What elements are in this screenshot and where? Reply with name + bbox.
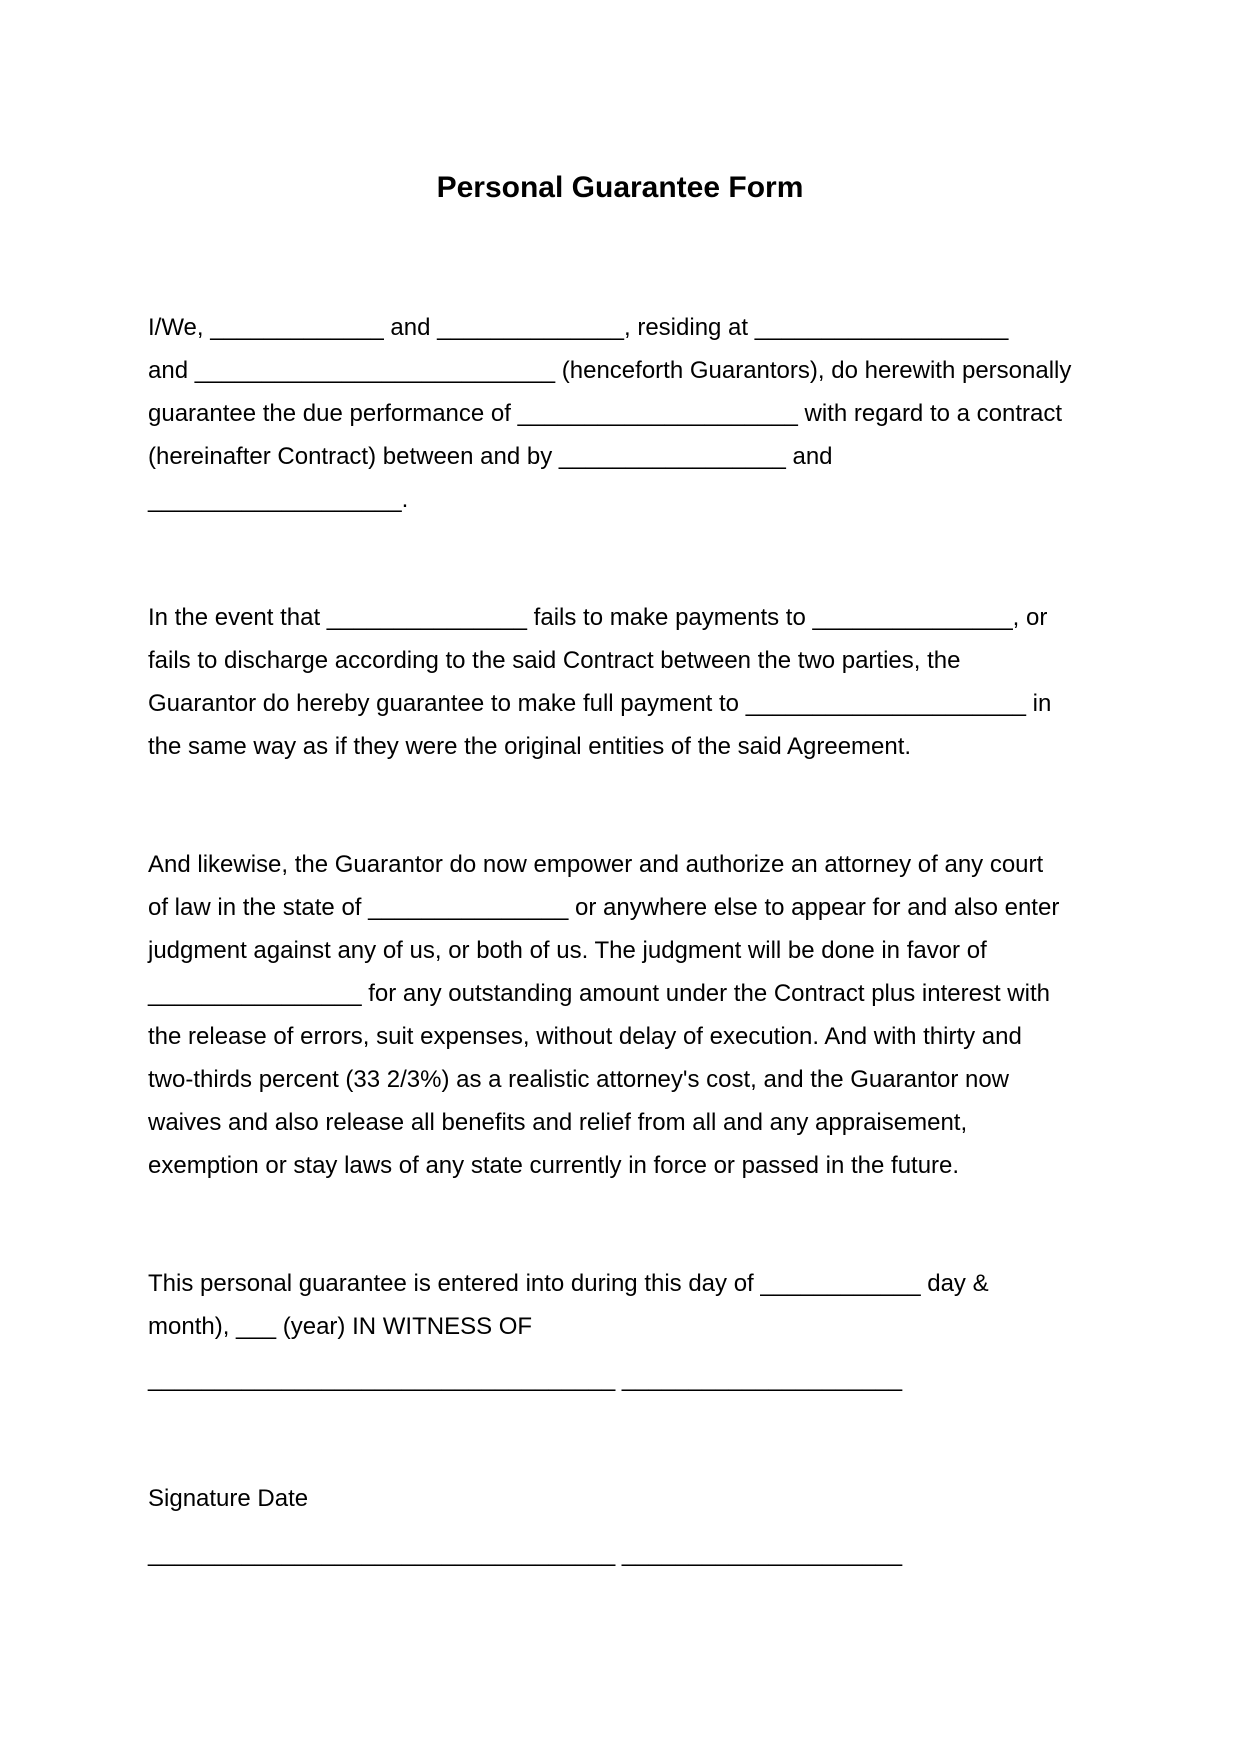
signature-section <box>148 1357 1240 1575</box>
form-line: Guarantor do hereby guarantee to make full payment to _____________________ in <box>148 690 1052 717</box>
form-line: This personal guarantee is entered into during this day of ____________ day & <box>148 1270 989 1297</box>
attorney-authorization-paragraph <box>148 843 1240 1187</box>
form-line: guarantee the due performance of _____________________ with regard to a contract <box>148 400 1063 427</box>
signature-date-label: Signature Date <box>148 1485 309 1512</box>
form-line: two-thirds percent (33 2/3%) as a realistic attorney's cost, and the Guarantor now <box>148 1066 1009 1093</box>
form-line: exemption or stay laws of any state currently in force or passed in the future. <box>148 1152 960 1179</box>
form-line: and ___________________________ (henceforth Guarantors), do herewith personally <box>148 357 1072 384</box>
form-line: month), ___ (year) IN WITNESS OF <box>148 1313 533 1340</box>
form-line: I/We, _____________ and ______________, residing at ___________________ <box>148 314 1009 341</box>
form-line: the release of errors, suit expenses, without delay of execution. And with thirty and <box>148 1023 1022 1050</box>
intro-paragraph <box>148 306 1240 521</box>
form-line: In the event that _______________ fails to make payments to _______________, or <box>148 604 1048 631</box>
form-line: of law in the state of _______________ or anywhere else to appear for and also enter <box>148 894 1060 921</box>
form-line: (hereinafter Contract) between and by _________________ and <box>148 443 833 470</box>
signature-line-row: ___________________________________ _____________________ <box>148 1365 903 1392</box>
form-line: waives and also release all benefits and relief from all and any appraisement, <box>148 1109 968 1136</box>
form-line: judgment against any of us, or both of us. The judgment will be done in favor of <box>148 937 987 964</box>
signature-line-row: ___________________________________ _____________________ <box>148 1540 903 1567</box>
form-title: Personal Guarantee Form <box>436 171 804 204</box>
form-line: And likewise, the Guarantor do now empower and authorize an attorney of any court <box>148 851 1044 878</box>
execution-date-paragraph <box>148 1262 1240 1348</box>
form-line: ________________ for any outstanding amount under the Contract plus interest with <box>148 980 1050 1007</box>
form-line: fails to discharge according to the said Contract between the two parties, the <box>148 647 961 674</box>
form-line: ___________________. <box>148 486 409 513</box>
payment-default-paragraph <box>148 596 1240 768</box>
form-line: the same way as if they were the original entities of the said Agreement. <box>148 733 912 760</box>
